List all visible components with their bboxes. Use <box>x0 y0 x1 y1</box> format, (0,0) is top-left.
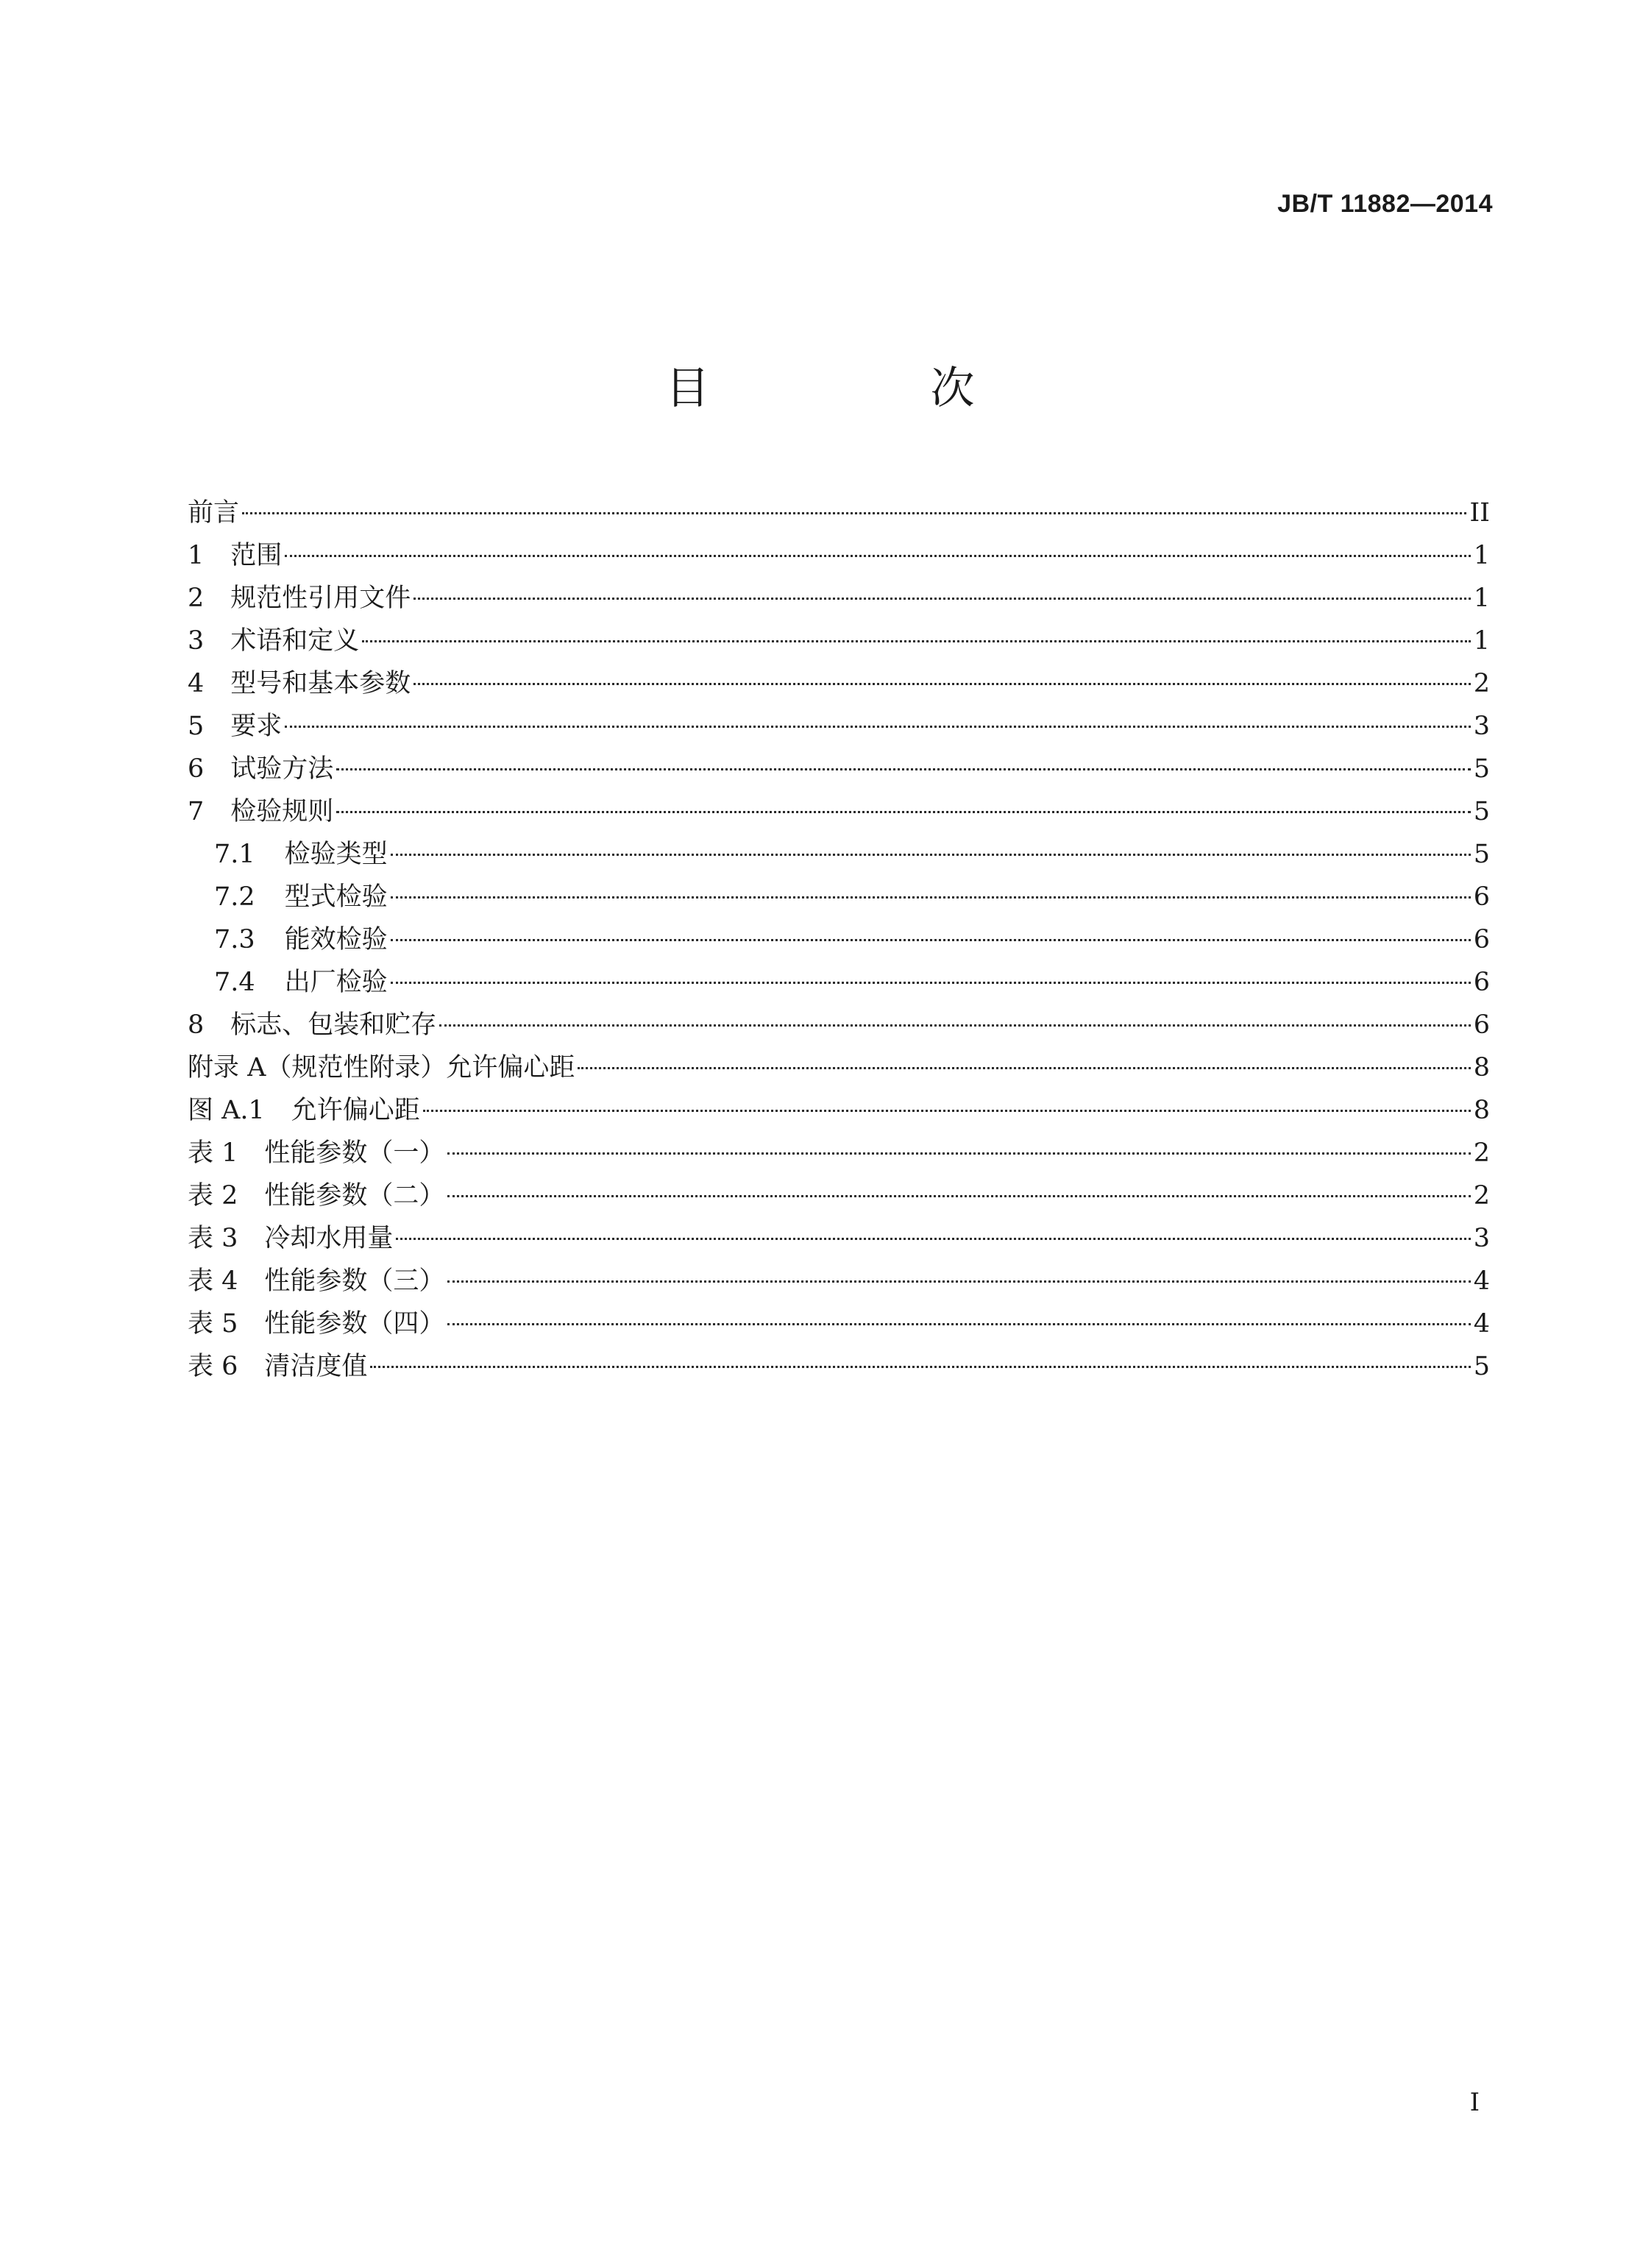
dot-leader <box>391 896 1471 899</box>
toc-entry-page: 4 <box>1473 1309 1490 1339</box>
toc-entry[interactable] <box>188 1217 1490 1260</box>
toc-entry-number: 5 <box>188 712 205 741</box>
toc-entry-text: 前言 <box>188 498 240 528</box>
toc-entry-text: 范围 <box>230 541 283 570</box>
toc-entry-text: 性能参数（四） <box>264 1309 445 1339</box>
toc-entry-page: 8 <box>1473 1053 1490 1082</box>
dot-leader <box>336 768 1470 770</box>
toc-entry[interactable] <box>188 1089 1490 1132</box>
toc-entry[interactable] <box>188 620 1490 662</box>
toc-entry-number: 7.1 <box>214 840 255 869</box>
toc-entry[interactable] <box>188 833 1490 876</box>
toc-entry-text: 规范性引用文件 <box>230 584 411 613</box>
toc-entry-text: 能效检验 <box>284 925 388 954</box>
dot-leader <box>336 811 1470 813</box>
toc-entry[interactable] <box>188 1004 1490 1046</box>
toc-entry[interactable] <box>188 1303 1490 1345</box>
toc-entry-page: 5 <box>1473 797 1490 826</box>
toc-entry-number: 1 <box>188 541 205 570</box>
toc-entry[interactable] <box>188 662 1490 705</box>
dot-leader <box>396 1238 1470 1240</box>
toc-entry-page: 2 <box>1473 669 1490 698</box>
dot-leader <box>413 598 1470 600</box>
toc-entry-text: 性能参数（二） <box>264 1181 445 1211</box>
toc-entry[interactable] <box>188 492 1490 534</box>
toc-entry[interactable] <box>188 1174 1490 1217</box>
toc-entry-label <box>214 876 388 918</box>
toc-entry-number: 表 5 <box>188 1309 238 1339</box>
toc-entry-page: 2 <box>1473 1138 1490 1168</box>
toc-entry-page: 5 <box>1473 840 1490 869</box>
toc-entry[interactable] <box>188 1260 1490 1303</box>
dot-leader <box>423 1110 1471 1112</box>
toc-entry-number: 表 6 <box>188 1352 238 1381</box>
dot-leader <box>439 1024 1470 1027</box>
toc-entry[interactable] <box>188 1132 1490 1174</box>
dot-leader <box>391 982 1471 984</box>
toc-entry[interactable] <box>188 705 1490 748</box>
toc-entry-page: 6 <box>1473 1010 1490 1040</box>
toc-entry-text: 型号和基本参数 <box>230 669 411 698</box>
dot-leader <box>578 1067 1470 1069</box>
dot-leader <box>413 683 1470 685</box>
toc-entry-label <box>188 1046 575 1089</box>
toc-entry-number: 6 <box>188 754 205 784</box>
toc-entry-label <box>188 620 359 662</box>
toc-entry-number: 8 <box>188 1010 205 1040</box>
table-of-contents <box>188 492 1490 1388</box>
toc-entry-number: 7.2 <box>214 882 255 912</box>
toc-entry-text: 性能参数（一） <box>264 1138 445 1168</box>
toc-entry-label <box>214 961 388 1004</box>
toc-entry[interactable] <box>188 534 1490 577</box>
toc-entry-text: 清洁度值 <box>264 1352 368 1381</box>
toc-entry-label <box>188 1303 444 1345</box>
toc-entry-number: 7 <box>188 797 205 826</box>
toc-entry[interactable] <box>188 876 1490 918</box>
toc-entry-text: 术语和定义 <box>230 626 360 656</box>
toc-entry-label <box>188 790 333 833</box>
dot-leader <box>285 555 1470 557</box>
dot-leader <box>447 1195 1470 1197</box>
toc-entry[interactable] <box>188 961 1490 1004</box>
toc-entry-label <box>188 534 282 577</box>
toc-entry-number: 7.4 <box>214 968 255 997</box>
dot-leader <box>447 1323 1470 1325</box>
toc-entry-label <box>188 1260 444 1303</box>
standard-code: JB/T 11882—2014 <box>1277 190 1493 218</box>
toc-entry-text: 允许偏心距 <box>291 1096 420 1125</box>
toc-entry[interactable] <box>188 577 1490 620</box>
page-number: I <box>1469 2088 1480 2117</box>
dot-leader <box>447 1280 1470 1283</box>
toc-entry-text: 检验规则 <box>230 797 334 826</box>
toc-entry-number: 表 4 <box>188 1266 238 1296</box>
page-title: 目 次 <box>665 363 1063 414</box>
toc-entry-label <box>188 1217 393 1260</box>
toc-entry-label <box>188 492 239 534</box>
toc-entry-text: 出厂检验 <box>284 968 388 997</box>
toc-entry-number: 表 2 <box>188 1181 238 1211</box>
toc-entry-text: 检验类型 <box>284 840 388 869</box>
toc-entry-page: 6 <box>1473 925 1490 954</box>
toc-entry[interactable] <box>188 918 1490 961</box>
toc-entry-label <box>188 1174 444 1217</box>
toc-entry-page: 1 <box>1473 541 1490 570</box>
toc-entry-page: 1 <box>1473 626 1490 656</box>
dot-leader <box>370 1366 1470 1368</box>
toc-entry-label <box>188 577 411 620</box>
toc-entry-number: 2 <box>188 584 205 613</box>
toc-entry-label <box>188 1004 436 1046</box>
toc-entry-page: 4 <box>1473 1266 1490 1296</box>
dot-leader <box>242 512 1466 514</box>
toc-entry-number: 表 3 <box>188 1224 238 1253</box>
toc-entry[interactable] <box>188 790 1490 833</box>
toc-entry-text: 附录 A（规范性附录）允许偏心距 <box>188 1053 575 1082</box>
toc-entry-page: 8 <box>1473 1096 1490 1125</box>
dot-leader <box>391 939 1471 941</box>
toc-entry-label <box>214 833 388 876</box>
toc-entry-text: 要求 <box>230 712 283 741</box>
toc-entry-page: 3 <box>1473 712 1490 741</box>
toc-entry-page: 5 <box>1473 1352 1490 1381</box>
toc-entry-page: 6 <box>1473 968 1490 997</box>
toc-entry-number: 图 A.1 <box>188 1096 265 1125</box>
toc-entry-label <box>188 662 411 705</box>
toc-entry-label <box>188 1089 420 1132</box>
toc-entry-page: 5 <box>1473 754 1490 784</box>
toc-entry-number: 3 <box>188 626 205 656</box>
dot-leader <box>447 1152 1470 1155</box>
toc-entry-label <box>188 705 282 748</box>
toc-entry-label <box>188 1345 367 1388</box>
toc-entry-label <box>188 1132 444 1174</box>
toc-entry-text: 型式检验 <box>284 882 388 912</box>
toc-entry-number: 4 <box>188 669 205 698</box>
toc-entry-number: 7.3 <box>214 925 255 954</box>
toc-entry-text: 冷却水用量 <box>264 1224 394 1253</box>
toc-entry-number: 表 1 <box>188 1138 238 1168</box>
toc-entry[interactable] <box>188 748 1490 790</box>
toc-entry-label <box>214 918 388 961</box>
toc-entry-page: II <box>1469 498 1490 528</box>
toc-entry-text: 标志、包装和贮存 <box>230 1010 437 1040</box>
toc-entry[interactable] <box>188 1046 1490 1089</box>
toc-entry-label <box>188 748 333 790</box>
toc-entry-page: 3 <box>1473 1224 1490 1253</box>
dot-leader <box>391 854 1471 856</box>
toc-entry[interactable] <box>188 1345 1490 1388</box>
toc-entry-text: 试验方法 <box>230 754 334 784</box>
toc-entry-page: 2 <box>1473 1181 1490 1211</box>
toc-entry-text: 性能参数（三） <box>264 1266 445 1296</box>
toc-entry-page: 6 <box>1473 882 1490 912</box>
dot-leader <box>362 640 1470 642</box>
dot-leader <box>285 726 1470 728</box>
toc-entry-page: 1 <box>1473 584 1490 613</box>
